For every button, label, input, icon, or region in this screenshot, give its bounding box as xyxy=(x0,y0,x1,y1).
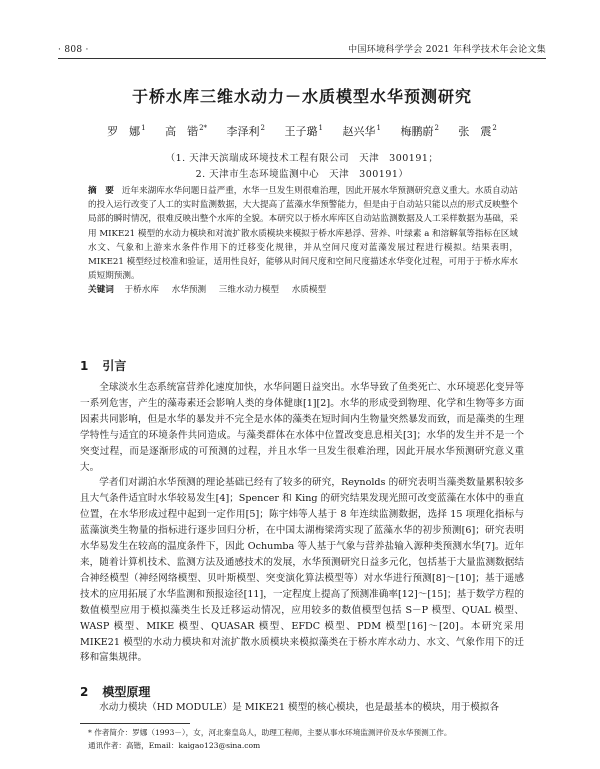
author: 梅鹏蔚$^2$ xyxy=(400,124,439,138)
keyword: 三维水动力模型 xyxy=(218,285,279,296)
affiliation-2: 2. 天津市生态环境监测中心 天津 300191） xyxy=(195,169,409,180)
keyword: 于桥水库 xyxy=(124,285,159,296)
footnote xyxy=(88,727,528,752)
proceedings-title: 中国环境科学学会 2021 年科学技术年会论文集 xyxy=(348,45,546,55)
author: 高 锴$^{2*}$ xyxy=(165,124,208,138)
section-title: 引言 xyxy=(102,359,127,373)
abstract-block xyxy=(88,184,518,298)
affiliation-1: （1. 天津天滨瑞成环境技术工程有限公司 天津 300191； xyxy=(165,153,439,164)
section-number: 2 xyxy=(80,685,89,699)
paragraph: 学者们对湖泊水华预测的理论基础已经有了较多的研究，Reynolds 的研究表明当藻类数量累积较多且大气条件适宜时水华较易发生[4]；Spencer 和 King 的研究结果发现光照可改变蓝藻在水体中的垂直位置，在水华形成过程中起到一定作用[5]；陈宇炜等人基于 8 年连续监测数据，选择 15 项理化指标与蓝藻演类生物量的指标进行逐步回归分析，在中国太湖梅梁湾实现了蓝藻水华的初步预测[6]；研究表明水华易发生在较高的温度条件下，因此 Ochumba 等人基于气象与营养盐输入源种类预测水华[7]。近年来，随着计算机技术、监测方法及通感技术的发展，水华预测研究日益多元化，包括基于大量监测数据结合神经模型（神经网络模型、贝叶斯模型、突变演化算法模型等）对水华进行预测[8]～[10]；基于遥感技术的应用拓展了水华监测和预报途径[11]，一定程度上提高了预测准确率[12]～[15]；基于数学方程的数值模型应用于模拟藻类生长及迁移运动情况，应用较多的数值模型包括 S－P 模型、QUAL 模型、WASP 模型、MIKE 模型、QUASAR 模型、EFDC 模型、PDM 模型[16]～[20]。本研究采用 MIKE21 模型的水动力模块和对流扩散水质模块来模拟藻类在于桥水库水动力、水文、气象作用下的迁移和富集规律。 xyxy=(80,477,524,664)
author-bio: * 作者简介：罗娜（1993－），女，河北秦皇岛人，助理工程师，主要从事水环境监测评价及水华预测工作。 xyxy=(88,728,452,737)
section-heading-model-principle xyxy=(80,683,150,700)
author-list xyxy=(58,123,546,139)
introduction-body xyxy=(80,380,524,666)
section-heading-introduction xyxy=(80,357,126,374)
keywords xyxy=(88,283,518,297)
author: 赵兴华$^1$ xyxy=(342,124,381,138)
page-number: · 808 · xyxy=(58,45,89,55)
author: 罗 娜$^1$ xyxy=(107,124,146,138)
section-number: 1 xyxy=(80,359,89,373)
model-principle-body xyxy=(80,700,524,716)
header-divider xyxy=(58,58,546,59)
abstract xyxy=(88,184,518,283)
paragraph: 全球淡水生态系统富营养化速度加快，水华问题日益突出。水华导致了鱼类死亡、水环境恶化变异等一系列危害，产生的藻毒素还会影响人类的身体健康[1][2]。水华的形成受到物理、化学和生物等多方面因素共同影响，但是水华的暴发并不完全是水体的藻类在短时间内生物量突然暴发而致，而是藻类的生理学特性与适宜的环境条件共同造成。与藻类群体在水体中位置改变息息相关[3]；水华的发生并不是一个突变过程，而是逐渐形成的可预测的过程，并且水华一旦发生很难治理，因此开展水华预测研究意义重大。 xyxy=(80,382,524,473)
author: 王子璐$^1$ xyxy=(284,124,323,138)
running-header xyxy=(58,42,546,55)
keyword: 水华预测 xyxy=(171,285,207,296)
keywords-label: 关键词 xyxy=(88,285,114,296)
author: 李泽利$^2$ xyxy=(226,124,266,138)
corresponding-author: 通讯作者：高锴，Email：kaigao123@sina.com xyxy=(88,740,261,750)
author: 张 震$^2$ xyxy=(458,124,497,138)
footnote-divider xyxy=(80,723,190,724)
section-title: 模型原理 xyxy=(102,685,151,699)
abstract-label: 摘 要 xyxy=(88,186,114,196)
paper-title: 于桥水库三维水动力－水质模型水华预测研究 xyxy=(131,87,472,106)
keyword: 水质模型 xyxy=(291,285,327,296)
paragraph: 水动力模块（HD MODULE）是 MIKE21 模型的核心模块，也是最基本的模块，用于模拟各 xyxy=(99,702,500,713)
abstract-text: 近年来湖库水华问题日益严重，水华一旦发生则很难治理，因此开展水华预测研究意义重大。水质自动站的投入运行改变了人工的实时监测数据，大大提高了蓝藻水华预警能力，但是由于自动站只能以点的形式反映整个局部的瞬时情况，很难反映出整个水库的全貌。本研究以于桥水库库区自动站监测数据及人工采样数据为基础，采用 MIKE21 模型的水动力模块和对流扩散水质模块来模拟于桥水库悬浮、营养、叶绿素 a 和溶解氧等指标在区域水文、气象和上游来水条件作用下的迁移变化规律，并从空间尺度对蓝藻发展过程进行模拟。结果表明，MIKE21 模型经过校准和验证，适用性良好，能够从时间尺度和空间尺度描述水华变化过程，可用于于桥水库水质短期预测。 xyxy=(88,186,519,282)
